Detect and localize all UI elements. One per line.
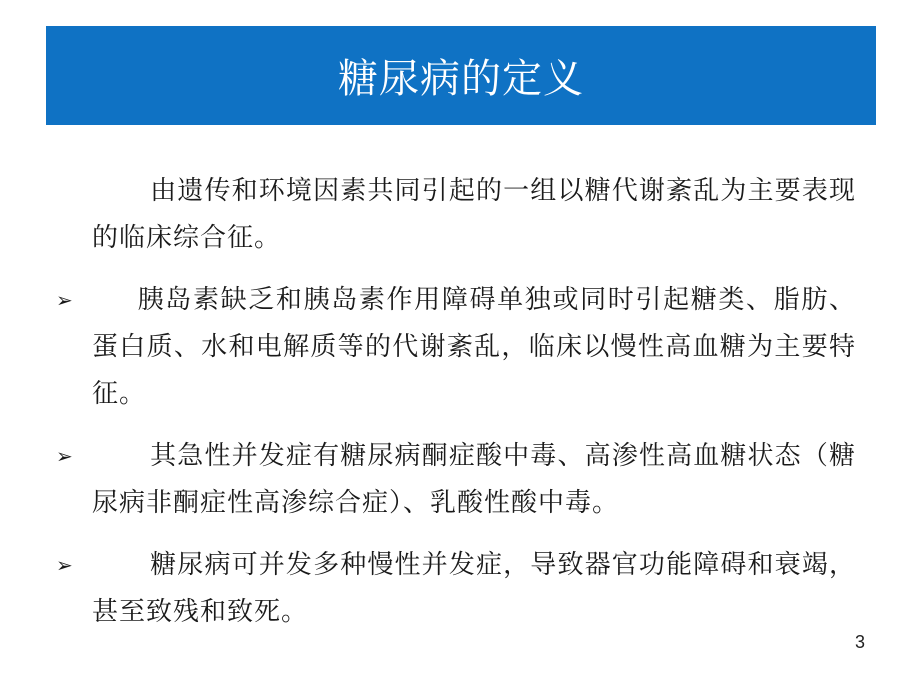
arrow-bullet-icon: ➢ [56, 444, 74, 468]
paragraph-text: 其急性并发症有糖尿病酮症酸中毒、高渗性高血糖状态（糖尿病非酮症性高渗综合症）、乳酸性酸中毒。 [92, 441, 856, 518]
slide-title: 糖尿病的定义 [338, 56, 584, 102]
paragraph-definition [56, 168, 856, 262]
bullet-item-chronic-complications [56, 542, 856, 636]
paragraph-text: 由遗传和环境因素共同引起的一组以糖代谢紊乱为主要表现的临床综合征。 [92, 176, 856, 253]
paragraph-text: 胰岛素缺乏和胰岛素作用障碍单独或同时引起糖类、脂肪、蛋白质、水和电解质等的代谢紊乱，临床以慢性高血糖为主要特征。 [92, 285, 856, 409]
arrow-bullet-icon: ➢ [56, 553, 74, 577]
arrow-bullet-icon: ➢ [56, 288, 74, 312]
bullet-item-insulin [56, 277, 856, 418]
page-number: 3 [854, 632, 865, 652]
title-bar [46, 26, 876, 125]
slide-body [56, 168, 856, 651]
paragraph-text: 糖尿病可并发多种慢性并发症，导致器官功能障碍和衰竭，甚至致残和致死。 [92, 550, 856, 627]
bullet-item-acute-complications [56, 433, 856, 527]
